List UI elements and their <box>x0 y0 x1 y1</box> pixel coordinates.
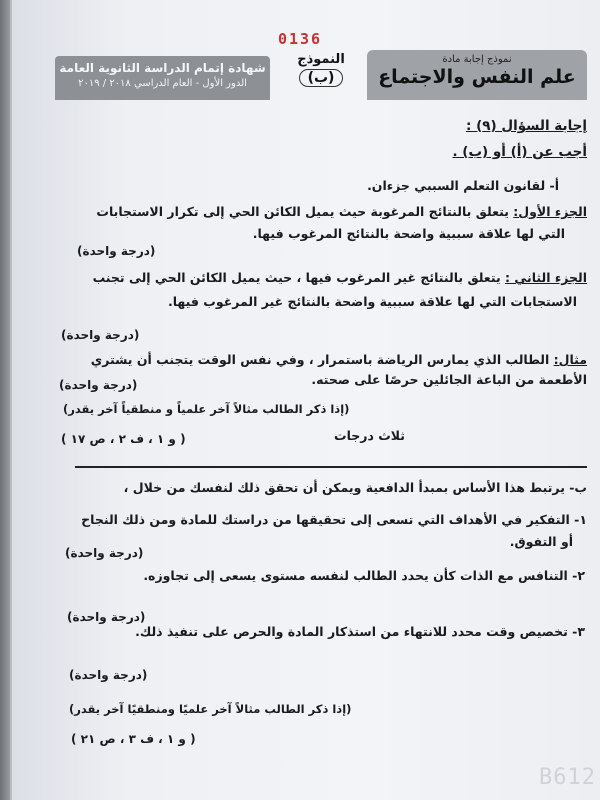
b-item-1-line-2: أو التفوق. <box>509 534 573 549</box>
camera-watermark: B612 <box>539 765 596 790</box>
part-one-line-1 <box>55 204 587 219</box>
part-two-line-1 <box>55 270 587 285</box>
part-b-heading: ب- يرتبط هذا الأساس بمبدأ الدافعية ويمكن أن تحقق ذلك لنفسك من خلال ، <box>123 480 587 495</box>
b-item-2-line-1: ٢- التنافس مع الذات كأن يحدد الطالب لنفسه مستوى يسعى إلى تجاوزه. <box>143 568 585 583</box>
total-grade-a: ثلاث درجات <box>334 428 405 443</box>
model-label: النموذج <box>297 52 345 67</box>
section-separator <box>75 466 587 468</box>
part-two-text-1: يتعلق بالنتائج غير المرغوب فيها ، حيث يميل الكائن الحي إلى تجنب <box>92 270 506 285</box>
question-title: إجابة السؤال (٩) : <box>465 118 587 134</box>
example-note: (إذا ذكر الطالب مثالاً آخر علمياً و منطقياً آخر يقدر) <box>63 402 350 416</box>
serial-number: 0136 <box>277 30 323 48</box>
subject-title: علم النفس والاجتماع <box>378 66 576 88</box>
b-item-2-grade: (درجة واحدة) <box>67 610 146 624</box>
part-two-label: الجزء الثاني : <box>505 270 587 285</box>
part-one-label: الجزء الأول: <box>513 204 587 219</box>
page-shadow-edge <box>0 0 10 800</box>
b-item-3-line-1: ٣- تخصيص وقت محدد للانتهاء من استذكار المادة والحرص على تنفيذ ذلك. <box>135 624 585 639</box>
part-b-note: (إذا ذكر الطالب مثالاً آخر علميًا ومنطقيًا آخر يقدر) <box>69 702 352 716</box>
b-item-1-line-1: ١- التفكير في الأهداف التي تسعى إلى تحقيقها من دراستك للمادة ومن ذلك النجاح <box>81 512 587 527</box>
model-box <box>287 52 355 100</box>
part-one-text-1: يتعلق بالنتائج المرغوبة حيث يميل الكائن الحي إلى تكرار الاستجابات <box>96 204 514 219</box>
reference-a: ( و ١ ، ف ٢ ، ص ١٧ ) <box>61 432 186 446</box>
document-header <box>55 50 587 105</box>
exam-round: الدور الأول - العام الدراسي ٢٠١٨ / ٢٠١٩ <box>78 78 247 89</box>
example-label: مثال: <box>553 352 587 367</box>
part-two-line-2: الاستجابات التي لها علاقة سببية واضحة بالنتائج غير المرغوب فيها. <box>167 294 577 309</box>
question-instruction: أجب عن (أ) أو (ب) . <box>452 144 587 160</box>
b-item-1-grade: (درجة واحدة) <box>65 546 144 560</box>
example-text-1: الطالب الذي يمارس الرياضة باستمرار ، وفي نفس الوقت يتجنب أن يشتري <box>90 352 554 367</box>
b-item-3-grade: (درجة واحدة) <box>69 668 148 682</box>
subject-caption: نموذج إجابة مادة <box>442 54 512 65</box>
example-line-2: الأطعمة من الباعة الجائلين حرصًا على صحته. <box>311 372 587 387</box>
model-letter: (ب) <box>299 69 344 87</box>
reference-b: ( و ١ ، ف ٣ ، ص ٢١ ) <box>71 732 196 746</box>
example-grade: (درجة واحدة) <box>59 378 138 392</box>
certificate-box <box>55 56 270 100</box>
subject-box <box>367 50 587 100</box>
certificate-title: شهادة إتمام الدراسة الثانوية العامة <box>59 61 266 75</box>
part-two-grade: (درجة واحدة) <box>61 328 140 342</box>
example-line-1 <box>55 352 587 367</box>
part-one-line-2: التي لها علاقة سببية واضحة بالنتائج المرغوب فيها. <box>252 226 565 241</box>
part-a-heading: أ- لقانون التعلم السببي جزءان. <box>367 178 559 193</box>
part-one-grade: (درجة واحدة) <box>77 244 156 258</box>
